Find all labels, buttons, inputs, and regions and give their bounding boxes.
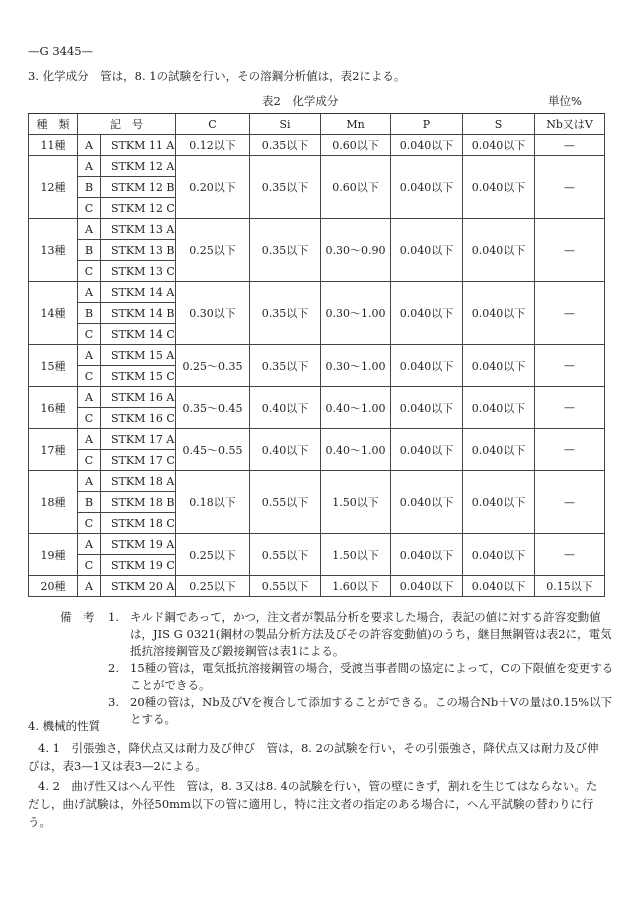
col-header-symbol: 記 号 — [78, 114, 176, 135]
col-header-s: S — [463, 114, 535, 135]
s-value-cell: 0.040以下 — [463, 534, 535, 576]
grade-letter-cell: A — [78, 219, 101, 240]
section-4-heading: 4. 機械的性質 — [28, 719, 101, 733]
grade-letter-cell: C — [78, 198, 101, 219]
table-row — [29, 345, 605, 366]
s-value-cell: 0.040以下 — [463, 471, 535, 534]
si-value-cell: 0.35以下 — [250, 219, 321, 282]
table-header-row — [29, 114, 605, 135]
si-value-cell: 0.35以下 — [250, 135, 321, 156]
si-value-cell: 0.55以下 — [250, 576, 321, 597]
table-row — [29, 282, 605, 303]
remark-text: 15種の管は，電気抵抗溶接鋼管の場合，受渡当事者間の協定によって，Cの下限値を変更することができる。 — [130, 661, 614, 692]
mn-value-cell: 1.60以下 — [321, 576, 391, 597]
remarks — [60, 609, 620, 728]
symbol-cell: STKM 14 C — [101, 324, 176, 345]
symbol-cell: STKM 18 B — [101, 492, 176, 513]
remark-text: キルド鋼であって，かつ，注文者が製品分析を要求した場合，表記の値に対する許容変動値は，JIS G 0321(鋼材の製品分析方法及びその許容変動値)のうち，継目無鋼管は表2に，電気抵抗溶接鋼管及び鍛接鋼管は表1による。 — [130, 610, 612, 658]
remark-1 — [60, 609, 620, 660]
symbol-cell: STKM 16 A — [101, 387, 176, 408]
si-value-cell: 0.55以下 — [250, 471, 321, 534]
col-header-mn: Mn — [321, 114, 391, 135]
s-value-cell: 0.040以下 — [463, 156, 535, 219]
symbol-cell: STKM 17 C — [101, 450, 176, 471]
c-value-cell: 0.25以下 — [176, 576, 250, 597]
mn-value-cell: 0.60以下 — [321, 135, 391, 156]
col-header-nb-v: Nb又はV — [535, 114, 605, 135]
p-value-cell: 0.040以下 — [391, 429, 463, 471]
c-value-cell: 0.25〜0.35 — [176, 345, 250, 387]
section-3-text: 3. 化学成分 管は，8. 1の試験を行い，その溶鋼分析値は，表2による。 — [28, 69, 406, 83]
grade-letter-cell: C — [78, 324, 101, 345]
symbol-cell: STKM 16 C — [101, 408, 176, 429]
remark-number: 3. — [108, 695, 119, 709]
s-value-cell: 0.040以下 — [463, 345, 535, 387]
si-value-cell: 0.35以下 — [250, 345, 321, 387]
grade-letter-cell: B — [78, 240, 101, 261]
kind-cell: 19種 — [29, 534, 78, 576]
p-value-cell: 0.040以下 — [391, 135, 463, 156]
table-row — [29, 534, 605, 555]
kind-cell: 17種 — [29, 429, 78, 471]
grade-letter-cell: C — [78, 408, 101, 429]
c-value-cell: 0.30以下 — [176, 282, 250, 345]
col-header-si: Si — [250, 114, 321, 135]
table-row — [29, 156, 605, 177]
grade-letter-cell: A — [78, 156, 101, 177]
s-value-cell: 0.040以下 — [463, 576, 535, 597]
p-value-cell: 0.040以下 — [391, 219, 463, 282]
symbol-cell: STKM 12 B — [101, 177, 176, 198]
remark-number: 2. — [108, 661, 119, 675]
symbol-cell: STKM 14 B — [101, 303, 176, 324]
si-value-cell: 0.55以下 — [250, 534, 321, 576]
s-value-cell: 0.040以下 — [463, 219, 535, 282]
c-value-cell: 0.25以下 — [176, 534, 250, 576]
grade-letter-cell: B — [78, 303, 101, 324]
col-header-c: C — [176, 114, 250, 135]
kind-cell: 13種 — [29, 219, 78, 282]
kind-cell: 20種 — [29, 576, 78, 597]
grade-letter-cell: A — [78, 534, 101, 555]
symbol-cell: STKM 13 B — [101, 240, 176, 261]
nb-v-value-cell: — — [535, 219, 605, 282]
nb-v-value-cell: — — [535, 156, 605, 219]
col-header-p: P — [391, 114, 463, 135]
symbol-cell: STKM 12 A — [101, 156, 176, 177]
mn-value-cell: 0.40〜1.00 — [321, 387, 391, 429]
nb-v-value-cell: — — [535, 387, 605, 429]
mn-value-cell: 0.30〜1.00 — [321, 345, 391, 387]
table-row — [29, 387, 605, 408]
symbol-cell: STKM 13 A — [101, 219, 176, 240]
chemical-composition-table — [28, 113, 605, 597]
p-value-cell: 0.040以下 — [391, 282, 463, 345]
grade-letter-cell: A — [78, 345, 101, 366]
symbol-cell: STKM 18 A — [101, 471, 176, 492]
p-value-cell: 0.040以下 — [391, 345, 463, 387]
grade-letter-cell: C — [78, 261, 101, 282]
section-4-1-text: 4. 1 引張強さ，降伏点又は耐力及び伸び 管は，8. 2の試験を行い，その引張強さ，降伏点又は耐力及び伸びは，表3—1又は表3—2による。 — [28, 741, 599, 773]
mn-value-cell: 0.60以下 — [321, 156, 391, 219]
page-header: —G 3445— — [28, 44, 94, 58]
symbol-cell: STKM 11 A — [101, 135, 176, 156]
grade-letter-cell: A — [78, 135, 101, 156]
mn-value-cell: 1.50以下 — [321, 534, 391, 576]
kind-cell: 16種 — [29, 387, 78, 429]
c-value-cell: 0.18以下 — [176, 471, 250, 534]
symbol-cell: STKM 14 A — [101, 282, 176, 303]
nb-v-value-cell: — — [535, 282, 605, 345]
nb-v-value-cell: — — [535, 345, 605, 387]
si-value-cell: 0.40以下 — [250, 429, 321, 471]
kind-cell: 12種 — [29, 156, 78, 219]
table-row — [29, 576, 605, 597]
remark-text: 20種の管は，Nb及びVを複合して添加することができる。この場合Nb＋Vの量は0.15%以下とする。 — [130, 695, 613, 726]
nb-v-value-cell: — — [535, 471, 605, 534]
grade-letter-cell: A — [78, 387, 101, 408]
c-value-cell: 0.20以下 — [176, 156, 250, 219]
remarks-label: 備 考 — [60, 610, 95, 624]
symbol-cell: STKM 18 C — [101, 513, 176, 534]
p-value-cell: 0.040以下 — [391, 387, 463, 429]
unit-label: 単位% — [548, 94, 582, 108]
p-value-cell: 0.040以下 — [391, 156, 463, 219]
col-header-kind: 種 類 — [29, 114, 78, 135]
nb-v-value-cell: — — [535, 135, 605, 156]
table-row — [29, 429, 605, 450]
table-title: 表2 化学成分 — [262, 94, 339, 108]
si-value-cell: 0.35以下 — [250, 156, 321, 219]
table-row — [29, 471, 605, 492]
symbol-cell: STKM 17 A — [101, 429, 176, 450]
c-value-cell: 0.35〜0.45 — [176, 387, 250, 429]
remark-2 — [60, 660, 620, 694]
kind-cell: 15種 — [29, 345, 78, 387]
p-value-cell: 0.040以下 — [391, 471, 463, 534]
grade-letter-cell: A — [78, 429, 101, 450]
kind-cell: 14種 — [29, 282, 78, 345]
mn-value-cell: 0.30〜1.00 — [321, 282, 391, 345]
grade-letter-cell: C — [78, 450, 101, 471]
symbol-cell: STKM 15 A — [101, 345, 176, 366]
c-value-cell: 0.45〜0.55 — [176, 429, 250, 471]
p-value-cell: 0.040以下 — [391, 534, 463, 576]
table-row — [29, 135, 605, 156]
mn-value-cell: 0.30〜0.90 — [321, 219, 391, 282]
section-4-2-text: 4. 2 曲げ性又はへん平性 管は，8. 3又は8. 4の試験を行い，管の壁にきず，割れを生じてはならない。ただし，曲げ試験は，外径50mm以下の管に適用し，特に注文者の指定のある場合に，へん平試験の替わりに行う。 — [28, 779, 598, 829]
s-value-cell: 0.040以下 — [463, 282, 535, 345]
nb-v-value-cell: — — [535, 534, 605, 576]
s-value-cell: 0.040以下 — [463, 387, 535, 429]
kind-cell: 11種 — [29, 135, 78, 156]
symbol-cell: STKM 12 C — [101, 198, 176, 219]
symbol-cell: STKM 20 A — [101, 576, 176, 597]
table-row — [29, 219, 605, 240]
mn-value-cell: 0.40〜1.00 — [321, 429, 391, 471]
grade-letter-cell: A — [78, 282, 101, 303]
grade-letter-cell: A — [78, 576, 101, 597]
grade-letter-cell: C — [78, 513, 101, 534]
symbol-cell: STKM 13 C — [101, 261, 176, 282]
s-value-cell: 0.040以下 — [463, 135, 535, 156]
remark-number: 1. — [108, 610, 119, 624]
grade-letter-cell: B — [78, 492, 101, 513]
si-value-cell: 0.35以下 — [250, 282, 321, 345]
nb-v-value-cell: 0.15以下 — [535, 576, 605, 597]
s-value-cell: 0.040以下 — [463, 429, 535, 471]
c-value-cell: 0.12以下 — [176, 135, 250, 156]
grade-letter-cell: C — [78, 555, 101, 576]
p-value-cell: 0.040以下 — [391, 576, 463, 597]
kind-cell: 18種 — [29, 471, 78, 534]
grade-letter-cell: C — [78, 366, 101, 387]
mn-value-cell: 1.50以下 — [321, 471, 391, 534]
c-value-cell: 0.25以下 — [176, 219, 250, 282]
si-value-cell: 0.40以下 — [250, 387, 321, 429]
symbol-cell: STKM 19 A — [101, 534, 176, 555]
symbol-cell: STKM 15 C — [101, 366, 176, 387]
grade-letter-cell: A — [78, 471, 101, 492]
grade-letter-cell: B — [78, 177, 101, 198]
nb-v-value-cell: — — [535, 429, 605, 471]
symbol-cell: STKM 19 C — [101, 555, 176, 576]
